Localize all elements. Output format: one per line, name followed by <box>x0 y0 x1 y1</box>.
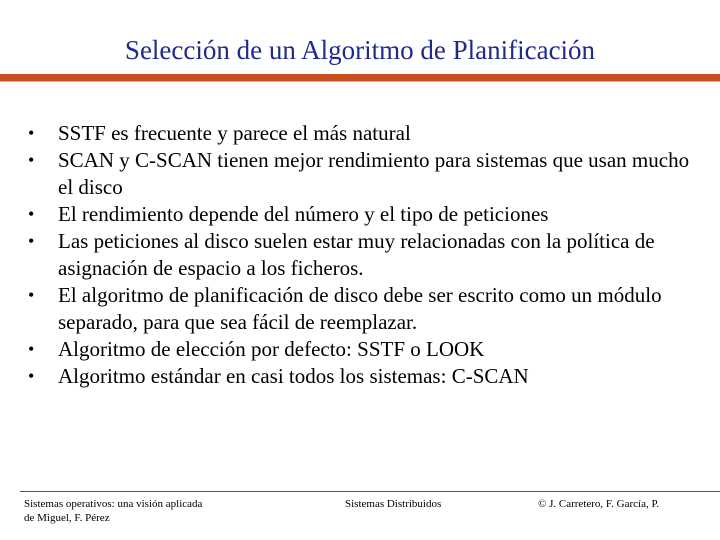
footer-copyright: © J. Carretero, F. García, P. <box>538 498 660 510</box>
bullet-icon: • <box>28 285 35 305</box>
bullet-text: Las peticiones al disco suelen estar muy relacionadas con la política de asignación de espacio a los ficheros. <box>58 229 655 280</box>
bullet-item <box>28 282 698 336</box>
bullet-text: El algoritmo de planificación de disco debe ser escrito como un módulo separado, para que sea fácil de reemplazar. <box>58 283 662 334</box>
bullet-item <box>28 228 698 282</box>
bullet-text: Algoritmo estándar en casi todos los sistemas: C-SCAN <box>58 364 529 388</box>
footer-book-authors: de Miguel, F. Pérez <box>24 512 110 524</box>
bullet-icon: • <box>28 339 35 359</box>
bullet-item <box>28 201 698 228</box>
slide-title: Selección de un Algoritmo de Planificación <box>124 35 596 65</box>
bullet-text: SSTF es frecuente y parece el más natural <box>58 121 411 145</box>
footer-section: Sistemas Distribuidos <box>345 498 442 510</box>
bullet-item <box>28 336 698 363</box>
bullet-icon: • <box>28 204 35 224</box>
bullet-icon: • <box>28 123 35 143</box>
title-divider <box>0 74 720 81</box>
bullet-item <box>28 363 698 390</box>
bullet-text: SCAN y C-SCAN tienen mejor rendimiento para sistemas que usan mucho el disco <box>58 148 690 199</box>
bullet-icon: • <box>28 231 35 251</box>
bullet-item <box>28 147 698 201</box>
footer-book-credit <box>24 497 202 525</box>
bullet-item <box>28 120 698 147</box>
bullet-icon: • <box>28 150 35 170</box>
bullet-text: Algoritmo de elección por defecto: SSTF o LOOK <box>58 337 485 361</box>
bullet-list <box>28 120 698 390</box>
footer-book-title: Sistemas operativos: una visión aplicada <box>24 498 203 510</box>
bullet-text: El rendimiento depende del número y el tipo de peticiones <box>58 202 549 226</box>
bullet-icon: • <box>28 366 35 386</box>
footer-divider <box>20 491 720 492</box>
